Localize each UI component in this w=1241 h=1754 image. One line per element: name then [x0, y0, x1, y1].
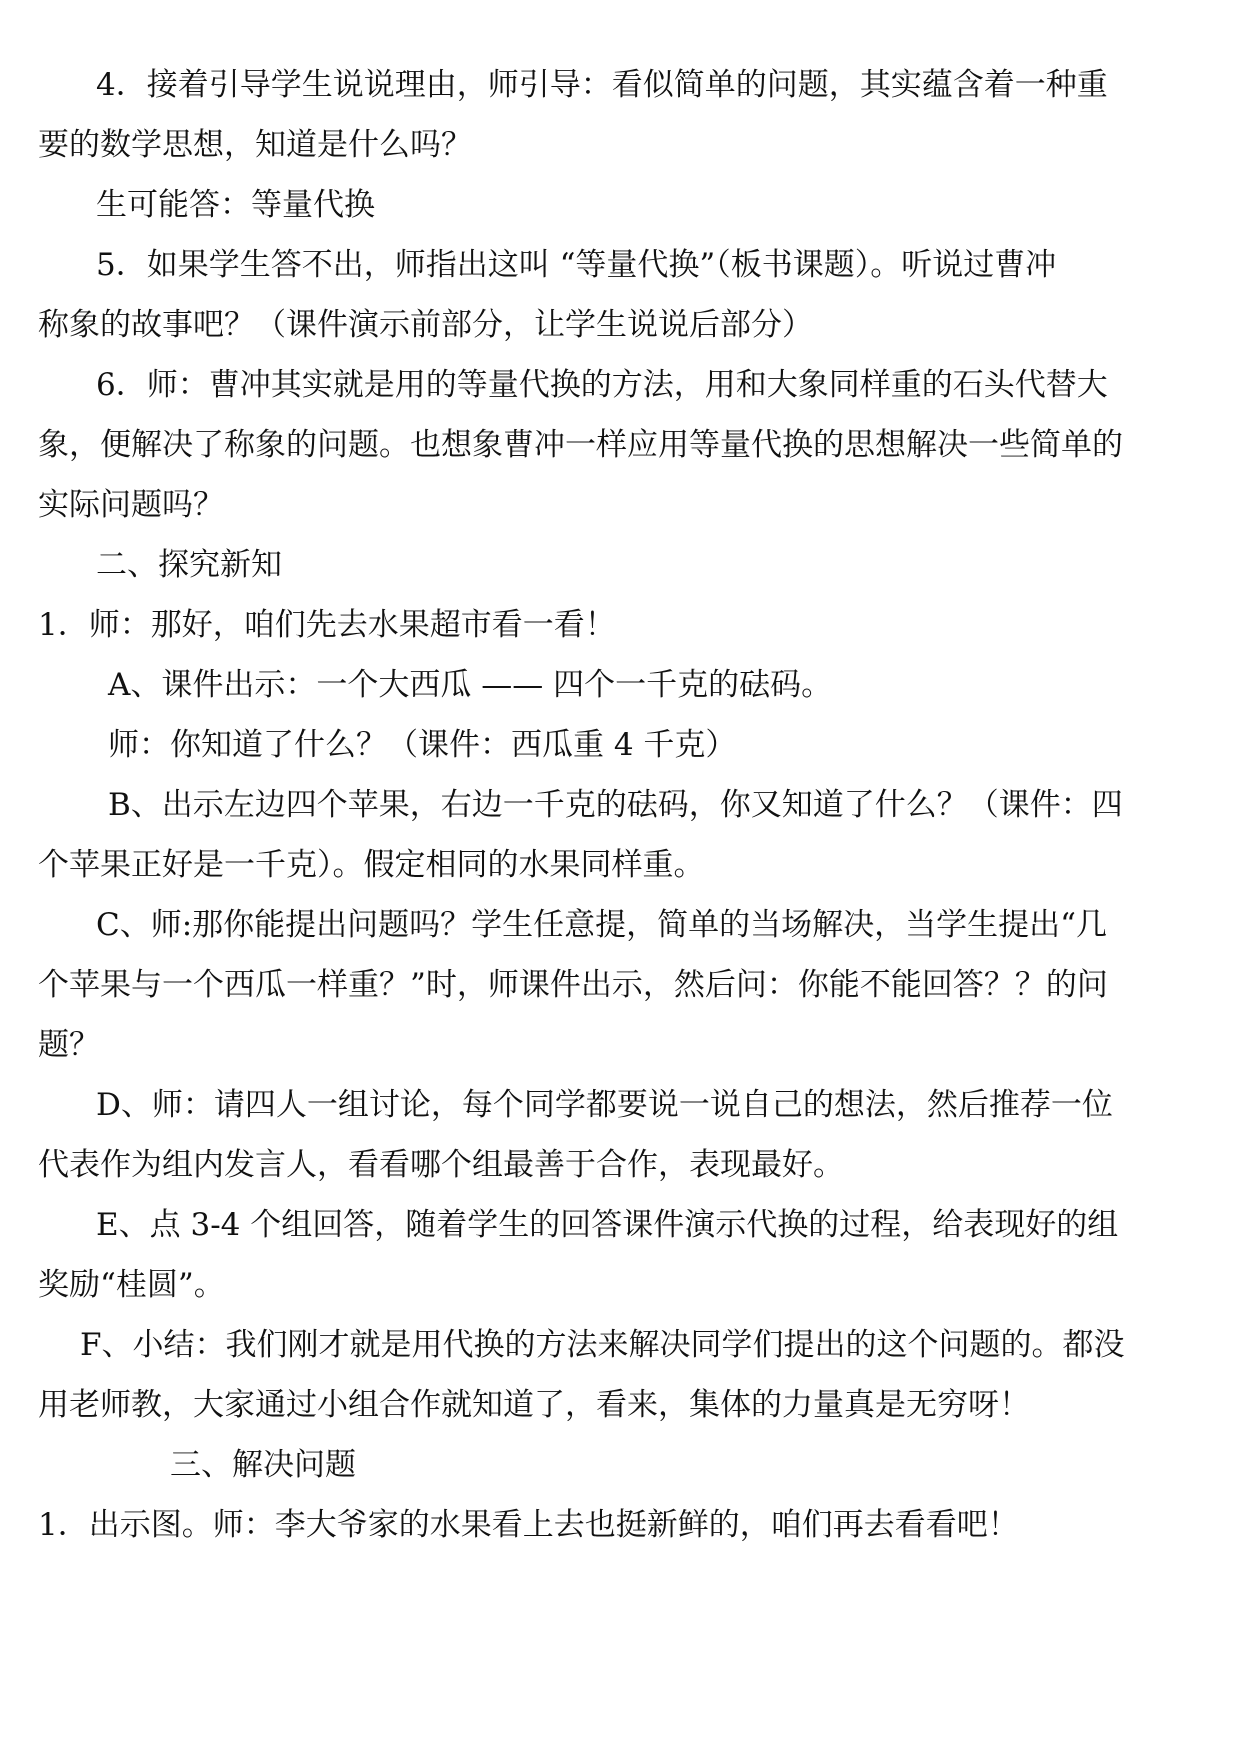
item-b-line-1: B、出示左边四个苹果，右边一千克的砝码，你又知道了什么？（课件：四	[108, 787, 1123, 823]
paragraph-6-line-2: 象，便解决了称象的问题。也想象曹冲一样应用等量代换的思想解决一些简单的	[38, 427, 1123, 463]
item-d-line-2: 代表作为组内发言人，看看哪个组最善于合作，表现最好。	[38, 1147, 844, 1183]
item-a-line: A、课件出示：一个大西瓜 —— 四个一千克的砝码。	[108, 667, 833, 703]
item-d-line-1: D、师：请四人一组讨论，每个同学都要说一说自己的想法，然后推荐一位	[96, 1087, 1113, 1123]
paragraph-5-line-1: 5．如果学生答不出，师指出这叫 “等量代换”（板书课题）。听说过曹冲	[96, 247, 1057, 283]
item-f-line-1: F、小结：我们刚才就是用代换的方法来解决同学们提出的这个问题的。都没	[80, 1327, 1125, 1363]
student-answer-line: 生可能答：等量代换	[96, 187, 375, 223]
item-c-line-1: C、师:那你能提出问题吗？学生任意提，简单的当场解决，当学生提出“几	[96, 907, 1108, 943]
paragraph-6-line-1: 6．师：曹冲其实就是用的等量代换的方法，用和大象同样重的石头代替大	[96, 367, 1108, 403]
section-heading-explore: 二、探究新知	[96, 547, 282, 583]
item-f-line-2: 用老师教，大家通过小组合作就知道了，看来，集体的力量真是无穷呀！	[38, 1387, 1030, 1423]
item-c-line-2: 个苹果与一个西瓜一样重？”时，师课件出示，然后问：你能不能回答？？的问	[38, 967, 1108, 1003]
item-b-line-2: 个苹果正好是一千克）。假定相同的水果同样重。	[38, 847, 705, 883]
explore-step-1: 1．师：那好，咱们先去水果超市看一看！	[38, 607, 616, 643]
solve-step-1: 1．出示图。师：李大爷家的水果看上去也挺新鲜的，咱们再去看看吧！	[38, 1507, 1019, 1543]
section-heading-solve: 三、解决问题	[170, 1447, 356, 1483]
paragraph-6-line-3: 实际问题吗？	[38, 487, 224, 523]
paragraph-4-line-2: 要的数学思想，知道是什么吗？	[38, 127, 472, 163]
teacher-question-line: 师：你知道了什么？（课件：西瓜重 4 千克）	[108, 727, 737, 763]
paragraph-5-line-2: 称象的故事吧？（课件演示前部分，让学生说说后部分）	[38, 307, 813, 343]
paragraph-4-line-1: 4．接着引导学生说说理由，师引导：看似简单的问题，其实蕴含着一种重	[96, 67, 1108, 103]
item-c-line-3: 题？	[38, 1027, 100, 1063]
item-e-line-2: 奖励“桂圆”。	[38, 1267, 225, 1303]
item-e-line-1: E、点 3-4 个组回答，随着学生的回答课件演示代换的过程，给表现好的组	[96, 1207, 1119, 1243]
